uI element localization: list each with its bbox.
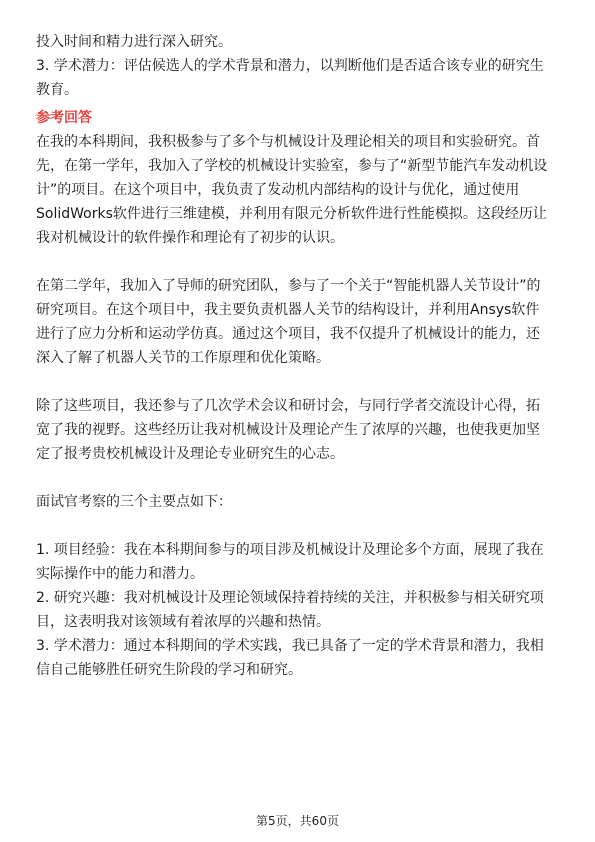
- paragraph-2: [36, 274, 559, 370]
- summary-intro: 面试官考察的三个主要点如下：: [36, 494, 232, 510]
- paragraph-1: [36, 130, 559, 250]
- intro-line: 投入时间和精力进行深入研究。: [36, 34, 232, 50]
- paragraph-line: 计”的项目。在这个项目中，我负责了发动机内部结构的设计与优化，通过使用: [36, 182, 520, 198]
- paragraph-3: [36, 394, 559, 466]
- paragraph-gap: [36, 466, 559, 490]
- page-number: 第5页，共60页: [256, 814, 339, 828]
- paragraph-line: 我对机械设计的软件操作和理论有了初步的认识。: [36, 230, 344, 246]
- paragraph-line: 在我的本科期间，我积极参与了多个与机械设计及理论相关的项目和实验研究。首: [36, 134, 540, 150]
- paragraph-line: 先，在第一学年，我加入了学校的机械设计实验室，参与了“新型节能汽车发动机设: [36, 158, 548, 174]
- intro-line: 3. 学术潜力：评估候选人的学术背景和潜力，以判断他们是否适合该专业的研究生: [36, 58, 544, 74]
- point-line: 信自己能够胜任研究生阶段的学习和研究。: [36, 662, 302, 678]
- intro-line: 教育。: [36, 82, 78, 98]
- paragraph-line: 定了报考贵校机械设计及理论专业研究生的心志。: [36, 446, 344, 462]
- points-list: [36, 538, 559, 682]
- point-line: 3. 学术潜力：通过本科期间的学术实践，我已具备了一定的学术背景和潜力，我相: [36, 638, 544, 654]
- paragraph-line: 除了这些项目，我还参与了几次学术会议和研讨会，与同行学者交流设计心得，拓: [36, 398, 540, 414]
- paragraph-gap: [36, 514, 559, 538]
- point-line: 目，这表明我对该领域有着浓厚的兴趣和热情。: [36, 614, 330, 630]
- paragraph-line: SolidWorks软件进行三维建模，并利用有限元分析软件进行性能模拟。这段经历让: [36, 206, 547, 222]
- paragraph-line: 进行了应力分析和运动学仿真。通过这个项目，我不仅提升了机械设计的能力，还: [36, 326, 540, 342]
- paragraph-line: 研究项目。在这个项目中，我主要负责机器人关节的结构设计，并利用Ansys软件: [36, 302, 540, 318]
- paragraph-line: 深入了解了机器人关节的工作原理和优化策略。: [36, 350, 330, 366]
- paragraph-line: 在第二学年，我加入了导师的研究团队，参与了一个关于“智能机器人关节设计”的: [36, 278, 541, 294]
- answer-heading: 参考回答: [36, 110, 92, 126]
- point-line: 2. 研究兴趣：我对机械设计及理论领域保持着持续的关注，并积极参与相关研究项: [36, 590, 544, 606]
- paragraph-gap: [36, 370, 559, 394]
- point-line: 实际操作中的能力和潜力。: [36, 566, 204, 582]
- point-line: 1. 项目经验：我在本科期间参与的项目涉及机械设计及理论多个方面，展现了我在: [36, 542, 544, 558]
- paragraph-line: 宽了我的视野。这些经历让我对机械设计及理论产生了浓厚的兴趣，也使我更加坚: [36, 422, 540, 438]
- document-page: [36, 30, 559, 682]
- paragraph-gap: [36, 250, 559, 274]
